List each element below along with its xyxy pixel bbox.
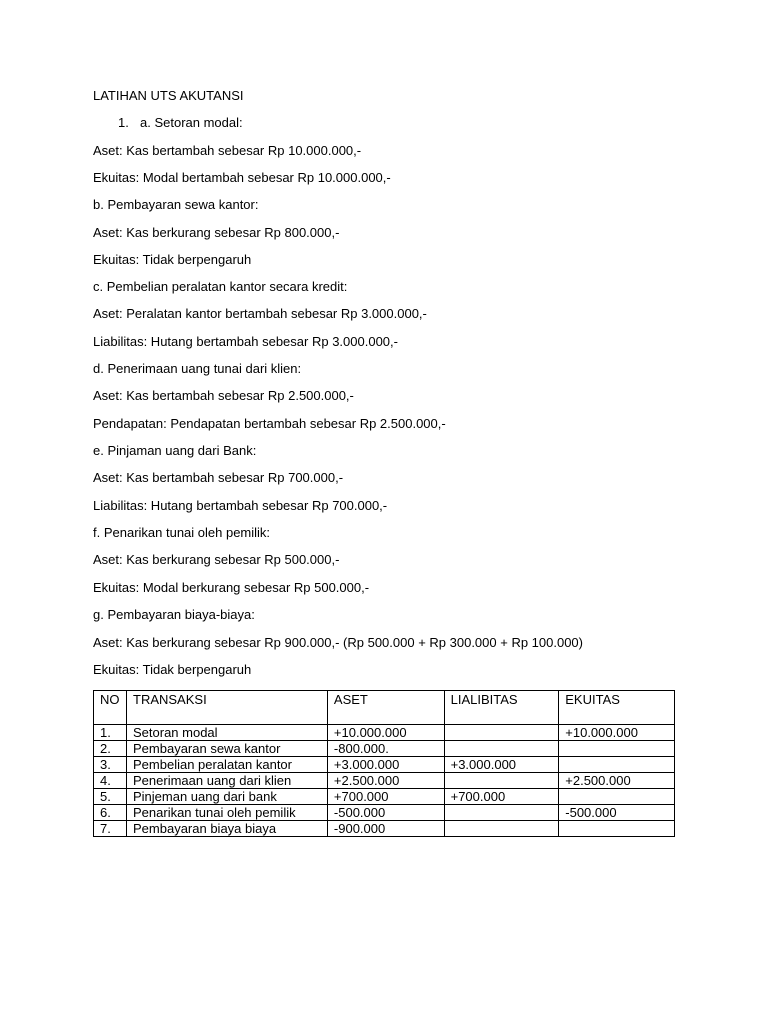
- cell-ekuitas: [559, 757, 675, 773]
- cell-liabilitas: [444, 725, 559, 741]
- list-item: [118, 115, 243, 131]
- table-row: [94, 725, 675, 741]
- paragraph: Aset: Kas bertambah sebesar Rp 2.500.000,-: [93, 388, 354, 403]
- cell-ekuitas: [559, 741, 675, 757]
- cell-no: 1.: [94, 725, 127, 741]
- cell-ekuitas: [559, 821, 675, 837]
- cell-no: 5.: [94, 789, 127, 805]
- table-row: [94, 741, 675, 757]
- cell-no: 3.: [94, 757, 127, 773]
- header-no: NO: [94, 691, 127, 725]
- paragraph: b. Pembayaran sewa kantor:: [93, 197, 259, 212]
- cell-transaksi: Setoran modal: [127, 725, 328, 741]
- cell-ekuitas: +10.000.000: [559, 725, 675, 741]
- paragraph: Aset: Kas bertambah sebesar Rp 700.000,-: [93, 470, 344, 485]
- cell-no: 7.: [94, 821, 127, 837]
- paragraph: d. Penerimaan uang tunai dari klien:: [93, 361, 302, 376]
- cell-transaksi: Pembelian peralatan kantor: [127, 757, 328, 773]
- paragraph: g. Pembayaran biaya-biaya:: [93, 607, 255, 622]
- transaction-table: [93, 690, 675, 837]
- table-header-row: [94, 691, 675, 725]
- paragraph: f. Penarikan tunai oleh pemilik:: [93, 525, 271, 540]
- paragraph: Aset: Kas berkurang sebesar Rp 900.000,- (Rp 500.000 + Rp 300.000 + Rp 100.000): [93, 635, 583, 650]
- paragraph: Liabilitas: Hutang bertambah sebesar Rp 700.000,-: [93, 498, 388, 513]
- cell-liabilitas: +700.000: [444, 789, 559, 805]
- paragraph: Ekuitas: Modal bertambah sebesar Rp 10.000.000,-: [93, 170, 391, 185]
- cell-transaksi: Pembayaran biaya biaya: [127, 821, 328, 837]
- list-number: 1.: [118, 115, 129, 130]
- cell-liabilitas: +3.000.000: [444, 757, 559, 773]
- paragraph: Ekuitas: Modal berkurang sebesar Rp 500.000,-: [93, 580, 370, 595]
- paragraph: Ekuitas: Tidak berpengaruh: [93, 662, 252, 677]
- list-text: a. Setoran modal:: [140, 115, 243, 130]
- header-aset: ASET: [327, 691, 444, 725]
- header-liabilitas: LIALIBITAS: [444, 691, 559, 725]
- paragraph: Aset: Kas berkurang sebesar Rp 500.000,-: [93, 552, 340, 567]
- header-ekuitas: EKUITAS: [559, 691, 675, 725]
- paragraph: c. Pembelian peralatan kantor secara kredit:: [93, 279, 348, 294]
- table-row: [94, 789, 675, 805]
- cell-liabilitas: [444, 805, 559, 821]
- paragraph: e. Pinjaman uang dari Bank:: [93, 443, 257, 458]
- cell-transaksi: Penarikan tunai oleh pemilik: [127, 805, 328, 821]
- cell-liabilitas: [444, 773, 559, 789]
- cell-ekuitas: +2.500.000: [559, 773, 675, 789]
- paragraph: Liabilitas: Hutang bertambah sebesar Rp 3.000.000,-: [93, 334, 398, 349]
- document-title: LATIHAN UTS AKUTANSI: [93, 88, 244, 103]
- paragraph: Aset: Kas berkurang sebesar Rp 800.000,-: [93, 225, 340, 240]
- cell-no: 6.: [94, 805, 127, 821]
- cell-transaksi: Pinjeman uang dari bank: [127, 789, 328, 805]
- paragraph: Aset: Kas bertambah sebesar Rp 10.000.000,-: [93, 143, 362, 158]
- cell-aset: -900.000: [327, 821, 444, 837]
- cell-ekuitas: [559, 789, 675, 805]
- cell-liabilitas: [444, 821, 559, 837]
- cell-aset: -500.000: [327, 805, 444, 821]
- cell-aset: +2.500.000: [327, 773, 444, 789]
- header-transaksi: TRANSAKSI: [127, 691, 328, 725]
- cell-aset: -800.000.: [327, 741, 444, 757]
- table-row: [94, 757, 675, 773]
- paragraph: Ekuitas: Tidak berpengaruh: [93, 252, 252, 267]
- cell-aset: +700.000: [327, 789, 444, 805]
- cell-aset: +10.000.000: [327, 725, 444, 741]
- cell-ekuitas: -500.000: [559, 805, 675, 821]
- cell-no: 4.: [94, 773, 127, 789]
- paragraph: Pendapatan: Pendapatan bertambah sebesar Rp 2.500.000,-: [93, 416, 446, 431]
- cell-aset: +3.000.000: [327, 757, 444, 773]
- table-row: [94, 805, 675, 821]
- table-row: [94, 821, 675, 837]
- cell-transaksi: Pembayaran sewa kantor: [127, 741, 328, 757]
- cell-transaksi: Penerimaan uang dari klien: [127, 773, 328, 789]
- cell-liabilitas: [444, 741, 559, 757]
- table-row: [94, 773, 675, 789]
- cell-no: 2.: [94, 741, 127, 757]
- paragraph: Aset: Peralatan kantor bertambah sebesar Rp 3.000.000,-: [93, 306, 427, 321]
